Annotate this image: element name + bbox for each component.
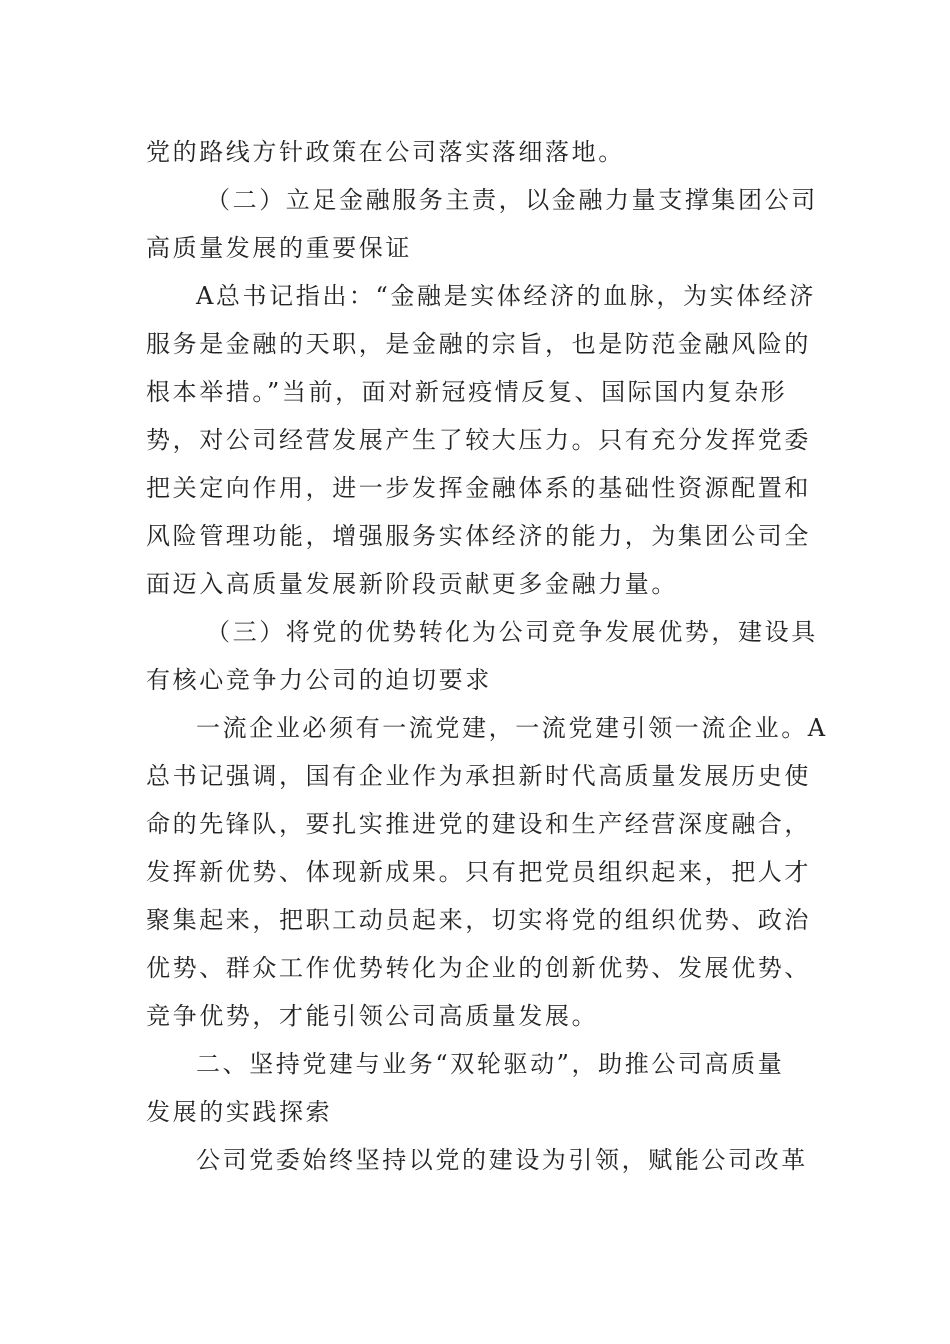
- document-body: [146, 128, 828, 1184]
- paragraph-finance-line-5: 把关定向作用，进一步发挥金融体系的基础性资源配置和: [146, 474, 811, 502]
- paragraph-finance-line-4: 势，对公司经营发展产生了较大压力。只有充分发挥党委: [146, 426, 811, 454]
- paragraph-finance-line-6: 风险管理功能，增强服务实体经济的能力，为集团公司全: [146, 522, 811, 550]
- paragraph-party-building-line-2: 总书记强调，国有企业作为承担新时代高质量发展历史使: [146, 762, 811, 790]
- paragraph-finance-line-1: A总书记指出：“金融是实体经济的血脉，为实体经济: [196, 282, 816, 310]
- paragraph-party-building-line-6: 优势、群众工作优势转化为企业的创新优势、发展优势、: [146, 954, 811, 982]
- paragraph-party-building-line-5: 聚集起来，把职工动员起来，切实将党的组织优势、政治: [146, 906, 811, 934]
- paragraph-practice-line-1: 公司党委始终坚持以党的建设为引领，赋能公司改革: [196, 1146, 808, 1174]
- paragraph-party-building-line-7: 竞争优势，才能引领公司高质量发展。: [146, 1002, 599, 1030]
- subheading-2-line-1: （二）立足金融服务主责，以金融力量支撑集团公司: [206, 186, 818, 214]
- paragraph-continuation-line: 党的路线方针政策在公司落实落细落地。: [146, 138, 625, 166]
- section-2-heading-line-1: 二、坚持党建与业务“双轮驱动”，助推公司高质量: [196, 1050, 785, 1078]
- paragraph-party-building-line-4: 发挥新优势、体现新成果。只有把党员组织起来，把人才: [146, 858, 811, 886]
- section-2-heading-line-2: 发展的实践探索: [146, 1098, 333, 1126]
- paragraph-finance-line-3: 根本举措。”当前，面对新冠疫情反复、国际国内复杂形: [146, 378, 788, 406]
- subheading-2-line-2: 高质量发展的重要保证: [146, 234, 412, 262]
- paragraph-party-building-line-3: 命的先锋队，要扎实推进党的建设和生产经营深度融合，: [146, 810, 811, 838]
- paragraph-party-building-line-1: 一流企业必须有一流党建，一流党建引领一流企业。A: [196, 714, 828, 742]
- paragraph-finance-line-2: 服务是金融的天职，是金融的宗旨，也是防范金融风险的: [146, 330, 811, 358]
- paragraph-finance-line-7: 面迈入高质量发展新阶段贡献更多金融力量。: [146, 570, 678, 598]
- subheading-3-line-2: 有核心竞争力公司的迫切要求: [146, 666, 492, 694]
- subheading-3-line-1: （三）将党的优势转化为公司竞争发展优势，建设具: [206, 618, 818, 646]
